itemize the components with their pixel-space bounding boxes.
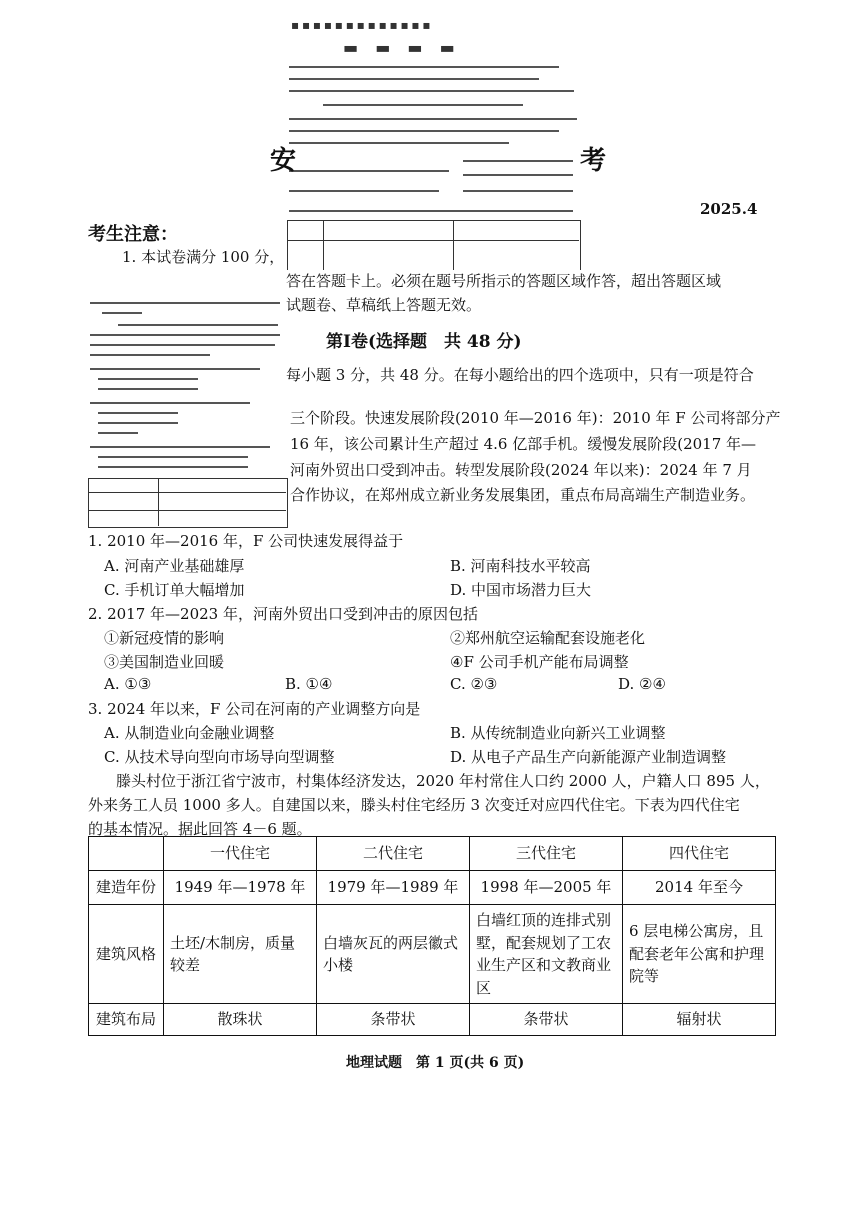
table-cell: 白墙红顶的连排式别墅，配套规划了工农业生产区和文教商业区 (470, 905, 623, 1004)
table-cell: 条带状 (470, 1004, 623, 1036)
scanned-fragment-top: ▪ ▪ ▪ ▪ ▪ ▪ ▪ ▪ ▪ ▪ ▪ ▪ ▪ ▬ ▬ ▬ ▬ (283, 14, 583, 284)
passage2-line2: 外来务工人员 1000 多人。自建国以来，滕头村住宅经历 3 次变迁对应四代住宅。下表为四代住宅 (88, 796, 740, 814)
table-header-row (89, 837, 776, 871)
table-row (89, 1004, 776, 1036)
section-intro: 每小题 3 分，共 48 分。在每小题给出的四个选项中，只有一项是符合 (286, 366, 754, 384)
notice-item-2-continued: 试题卷、草稿纸上答题无效。 (286, 296, 482, 314)
table-cell: 建筑风格 (89, 905, 164, 1004)
page-footer: 地理试题 第 1 页(共 6 页) (346, 1055, 525, 1071)
passage1-line2: 16 年，该公司累计生产超过 4.6 亿部手机。缓慢发展阶段(2017 年— (290, 435, 757, 453)
table-cell: 土坯/木制房，质量较差 (164, 905, 317, 1004)
table-row (89, 871, 776, 905)
q2-item-1: ①新冠疫情的影响 (104, 629, 225, 647)
q1-option-c: C. 手机订单大幅增加 (104, 581, 245, 599)
passage1-line3: 河南外贸出口受到冲击。转型发展阶段(2024 年以来)：2024 年 7 月 (290, 461, 752, 479)
housing-table (88, 836, 776, 1036)
stamp-left: 安 (270, 146, 297, 176)
table-cell: 1979 年—1989 年 (317, 871, 470, 905)
q2-stem: 2. 2017 年—2023 年，河南外贸出口受到冲击的原因包括 (88, 605, 478, 623)
table-cell: 建筑布局 (89, 1004, 164, 1036)
q2-option-b: B. ①④ (285, 675, 333, 693)
notice-title: 考生注意： (88, 224, 178, 245)
table-header-cell: 二代住宅 (317, 837, 470, 871)
q3-option-b: B. 从传统制造业向新兴工业调整 (450, 724, 666, 742)
notice-item-2-text: 答在答题卡上。必须在题号所指示的答题区域作答，超出答题区域 (286, 272, 722, 290)
q1-stem: 1. 2010 年—2016 年，F 公司快速发展得益于 (88, 532, 404, 550)
q1-option-d: D. 中国市场潜力巨大 (450, 581, 592, 599)
q2-option-a: A. ①③ (104, 675, 152, 693)
table-cell: 辐射状 (623, 1004, 776, 1036)
notice-item-2 (286, 270, 721, 291)
table-cell: 散珠状 (164, 1004, 317, 1036)
q1-option-b: B. 河南科技水平较高 (450, 557, 591, 575)
table-cell: 2014 年至今 (623, 871, 776, 905)
passage1-line4: 合作协议，在郑州成立新业务发展集团，重点布局高端生产制造业务。 (290, 486, 756, 504)
table-cell: 1949 年—1978 年 (164, 871, 317, 905)
q2-option-c: C. ②③ (450, 675, 498, 693)
table-cell: 白墙灰瓦的两层徽式小楼 (317, 905, 470, 1004)
passage2-line1: 滕头村位于浙江省宁波市，村集体经济发达，2020 年村常住人口约 2000 人，户籍人口 895 人， (116, 772, 770, 790)
q3-stem: 3. 2024 年以来，F 公司在河南的产业调整方向是 (88, 700, 421, 718)
q2-option-d: D. ②④ (618, 675, 666, 693)
q3-option-d: D. 从电子产品生产向新能源产业制造调整 (450, 748, 727, 766)
table-header-cell (89, 837, 164, 871)
table-cell: 1998 年—2005 年 (470, 871, 623, 905)
exam-date: 2025.4 (700, 200, 758, 218)
passage2-line3: 的基本情况。据此回答 4－6 题。 (88, 820, 312, 838)
scanned-fragment-left (88, 296, 288, 528)
q3-option-a: A. 从制造业向金融业调整 (104, 724, 275, 742)
notice-item-1: 1. 本试卷满分 100 分， (122, 248, 285, 266)
table-row (89, 905, 776, 1004)
passage1-line1: 三个阶段。快速发展阶段(2010 年—2016 年)：2010 年 F 公司将部分产 (290, 409, 781, 427)
q3-option-c: C. 从技术导向型向市场导向型调整 (104, 748, 335, 766)
table-cell: 条带状 (317, 1004, 470, 1036)
section-title: 第Ⅰ卷(选择题 共 48 分) (326, 332, 522, 352)
table-header-cell: 三代住宅 (470, 837, 623, 871)
table-cell: 建造年份 (89, 871, 164, 905)
q1-option-a: A. 河南产业基础雄厚 (104, 557, 245, 575)
q2-item-4: ④F 公司手机产能布局调整 (450, 653, 629, 671)
table-cell: 6 层电梯公寓房，且配套老年公寓和护理院等 (623, 905, 776, 1004)
q2-item-2: ②郑州航空运输配套设施老化 (450, 629, 646, 647)
q2-item-3: ③美国制造业回暖 (104, 653, 225, 671)
stamp-right: 考 (580, 146, 607, 176)
table-header-cell: 四代住宅 (623, 837, 776, 871)
table-header-cell: 一代住宅 (164, 837, 317, 871)
